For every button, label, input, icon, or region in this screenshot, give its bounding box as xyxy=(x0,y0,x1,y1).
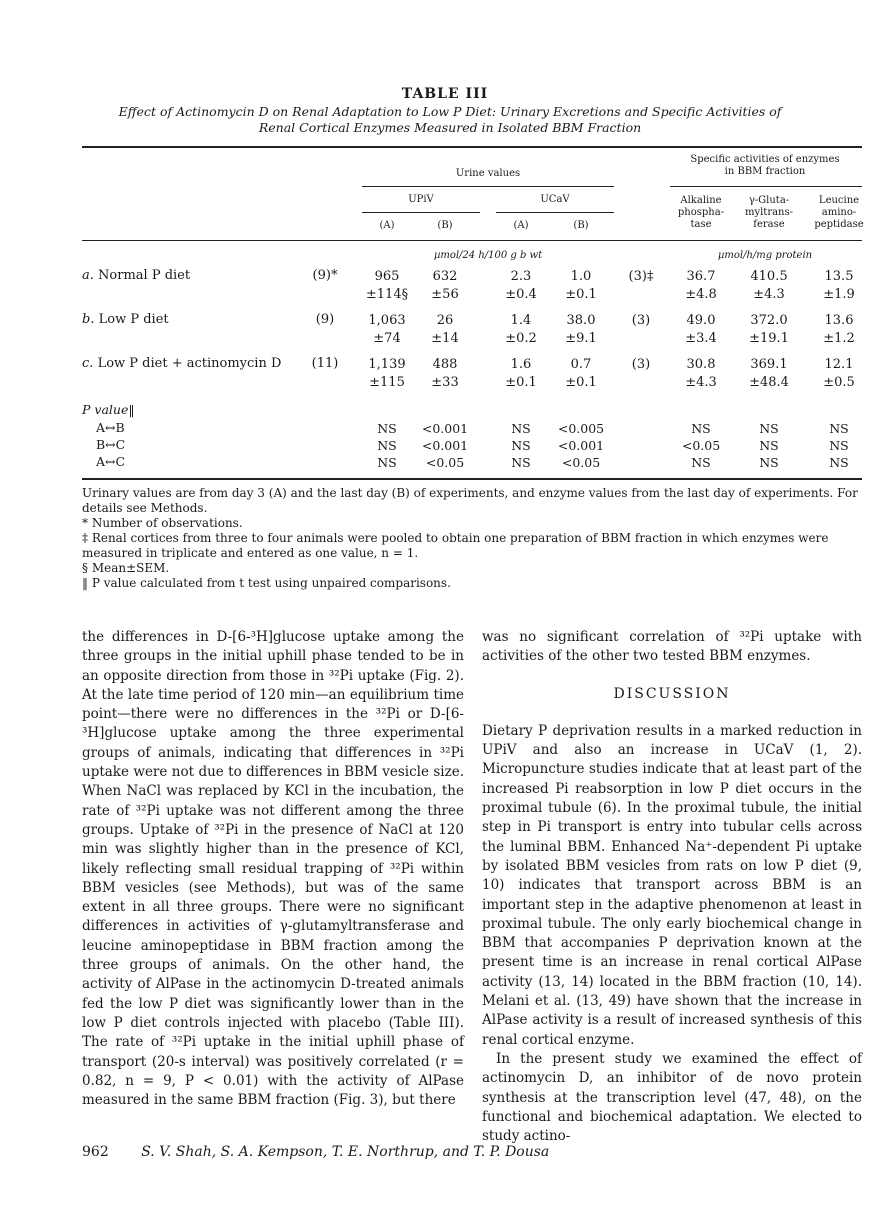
cell-value: 1,063 xyxy=(368,313,406,328)
pvalue-cell: NS xyxy=(759,455,779,470)
cell-sem: ±9.1 xyxy=(565,331,597,346)
pvalue-cell: NS xyxy=(759,421,779,436)
header-ucav-b: (B) xyxy=(573,220,589,231)
cell-value: 36.7 xyxy=(686,269,716,284)
cell-value: 0.7 xyxy=(570,357,592,372)
footer-authors: S. V. Shah, S. A. Kempson, T. E. Northrup, and T. P. Dousa xyxy=(141,1144,550,1160)
table-bottom-rule xyxy=(82,478,862,480)
pvalue-cell: <0.005 xyxy=(557,421,605,436)
cell-value: 49.0 xyxy=(686,313,716,328)
table-title: TABLE III xyxy=(401,86,489,102)
pvalue-comparison: A↔B xyxy=(96,420,125,435)
urine-group-rule xyxy=(362,186,614,187)
cell-sem: ±14 xyxy=(431,331,459,346)
pvalue-cell: <0.001 xyxy=(557,438,605,453)
cell-sem: ±0.1 xyxy=(505,375,537,390)
cell-value: 965 xyxy=(374,269,400,284)
cell-sem: ±3.4 xyxy=(685,331,717,346)
cell-sem: ±33 xyxy=(431,375,459,390)
cell-value: 13.6 xyxy=(824,313,854,328)
row-label xyxy=(82,268,190,283)
header-ucav-a: (A) xyxy=(513,220,529,231)
cell-sem: ±74 xyxy=(373,331,401,346)
note-observations: * Number of observations. xyxy=(82,516,243,530)
body-right-paragraph-2: Dietary P deprivation results in a marked reduction in UPiV and also an increase in UCaV (1, 2). Micropuncture studies indicate that at least part of the increased Pi reabsorption in low P diet occurs in the proximal tubule (6). In the proximal tubule, the initial step in Pi transport is entry into tubular cells across the luminal BBM. Enhanced Na⁺-dependent Pi uptake by isolated BBM vesicles from rats on low P diet (9, 10) indicates that transport across BBM is an important step in the adaptive phenomenon at least in proximal tubule. The only early biochemical change in BBM that accompanies P deprivation known at the present time is an increase in renal cortical AlPase activity (13, 14) located in the BBM fraction (10, 14). Melani et al. (13, 49) have shown that the increase in AlPase activity is a result of increased synthesis of this renal cortical enzyme. xyxy=(482,722,862,1048)
pvalue-cell: NS xyxy=(511,421,531,436)
body-right-column xyxy=(482,628,862,1146)
pvalue-cell: NS xyxy=(511,438,531,453)
body-right-paragraph-1: was no significant correlation of ³²Pi uptake with activities of the other two tested BBM enzymes. xyxy=(482,629,862,665)
row-label xyxy=(82,312,169,327)
row-letter: b. xyxy=(82,312,95,327)
cell-sem: ±1.9 xyxy=(823,287,855,302)
row-n: (9)* xyxy=(312,268,338,283)
cell-value: 369.1 xyxy=(750,357,788,372)
pvalue-cell: NS xyxy=(377,421,397,436)
row-label xyxy=(82,356,281,371)
urine-unit: µmol/24 h/100 g b wt xyxy=(433,250,543,261)
pvalue-cell: <0.05 xyxy=(425,455,465,470)
cell-value: 1.0 xyxy=(570,269,592,284)
pvalue-comparison: A↔C xyxy=(96,454,126,469)
pvalue-cell: NS xyxy=(829,455,849,470)
note-general: Urinary values are from day 3 (A) and the last day (B) of experiments, and enzyme values from the last day of experiments. For details see Methods. xyxy=(82,486,858,515)
cell-sem: ±0.1 xyxy=(565,375,597,390)
enzyme-unit: µmol/h/mg protein xyxy=(717,250,813,261)
row-name: Normal P diet xyxy=(98,268,191,283)
header-glutamyltransferase: γ-Gluta- myltrans- ferase xyxy=(744,195,794,230)
body-left-column xyxy=(82,628,464,1110)
cell-sem: ±48.4 xyxy=(749,375,789,390)
table-top-rule xyxy=(82,146,862,148)
row-n: (11) xyxy=(311,356,339,371)
cell-sem: ±0.5 xyxy=(823,375,855,390)
header-urine-values: Urine values xyxy=(455,168,521,179)
pvalue-cell: <0.001 xyxy=(421,438,469,453)
note-pooled: ‡ Renal cortices from three to four animals were pooled to obtain one preparation of BBM fraction in which enzymes were measured in triplicate and entered as one value, n = 1. xyxy=(82,531,829,560)
row-letter: c. xyxy=(82,356,94,371)
cell-value: 1,139 xyxy=(368,357,406,372)
row-n-enzyme: (3) xyxy=(631,313,651,328)
body-left-paragraph: the differences in D-[6-³H]glucose uptake among the three groups in the initial uphill phase tended to be in an opposite direction from those in ³²Pi uptake (Fig. 2). At the late time period of 120 min—an equilibrium time point—there were no differences in the ³²Pi or D-[6-³H]glucose uptake among the three experimental groups of animals, indicating that differences in ³²Pi uptake were not due to differences in BBM vesicle size. When NaCl was replaced by KCl in the incubation, the rate of ³²Pi uptake was not different among the three groups. Uptake of ³²Pi in the presence of NaCl at 120 min was slightly higher than in the presence of KCl, likely reflecting small residual trapping of ³²Pi within BBM vesicles (see Methods), but was of the same extent in all three groups. There were no significant differences in activities of γ-glutamyltransferase and leucine aminopeptidase in BBM fraction among the three groups of animals. On the other hand, the activity of AlPase in the actinomycin D-treated animals fed the low P diet was significantly lower than in the low P diet controls injected with placebo (Table III). The rate of ³²Pi uptake in the initial uphill phase of transport (20-s interval) was positively correlated (r = 0.82, n = 9, P < 0.01) with the activity of AlPase measured in the same BBM fraction (Fig. 3), but there xyxy=(82,629,464,1109)
cell-sem: ±4.3 xyxy=(685,375,717,390)
page-number: 962 xyxy=(82,1144,109,1160)
row-n: (9) xyxy=(315,312,335,327)
cell-value: 372.0 xyxy=(750,313,788,328)
header-ucav: UCaV xyxy=(540,194,570,205)
cell-sem: ±56 xyxy=(431,287,459,302)
pvalue-cell: NS xyxy=(829,438,849,453)
cell-value: 13.5 xyxy=(824,269,854,284)
pvalue-cell: <0.05 xyxy=(681,438,721,453)
cell-value: 38.0 xyxy=(566,313,596,328)
cell-value: 2.3 xyxy=(510,269,532,284)
cell-sem: ±0.2 xyxy=(505,331,537,346)
pvalue-cell: <0.05 xyxy=(561,455,601,470)
cell-sem: ±0.4 xyxy=(505,287,537,302)
pvalue-cell: NS xyxy=(691,421,711,436)
row-n-enzyme: (3) xyxy=(631,357,651,372)
cell-sem: ±1.2 xyxy=(823,331,855,346)
header-leucine: Leucine amino- peptidase xyxy=(814,195,864,230)
row-letter: a. xyxy=(82,268,94,283)
header-upiv-b: (B) xyxy=(437,220,453,231)
pvalue-cell: NS xyxy=(829,421,849,436)
row-name: Low P diet + actinomycin D xyxy=(97,356,282,371)
header-enzymes: Specific activities of enzymes in BBM fraction xyxy=(690,154,840,177)
pvalue-cell: NS xyxy=(759,438,779,453)
pvalue-cell: NS xyxy=(377,438,397,453)
header-upiv: UPiV xyxy=(408,194,434,205)
cell-value: 26 xyxy=(436,313,454,328)
header-alkaline: Alkaline phospha- tase xyxy=(677,195,725,230)
cell-sem: ±4.3 xyxy=(753,287,785,302)
cell-sem: ±114§ xyxy=(365,287,409,302)
discussion-heading: DISCUSSION xyxy=(613,685,731,702)
cell-value: 1.4 xyxy=(510,313,532,328)
header-bottom-rule xyxy=(82,240,862,241)
row-n-enzyme: (3)‡ xyxy=(628,269,654,284)
cell-value: 488 xyxy=(432,357,458,372)
page-footer xyxy=(82,1144,549,1160)
pvalue-cell: <0.001 xyxy=(421,421,469,436)
cell-sem: ±0.1 xyxy=(565,287,597,302)
pvalue-cell: NS xyxy=(377,455,397,470)
ucav-rule xyxy=(496,212,614,213)
enzyme-group-rule xyxy=(670,186,862,187)
table-caption: Effect of Actinomycin D on Renal Adaptation to Low P Diet: Urinary Excretions and Specific Activities of Renal Cortical Enzymes Measured in Isolated BBM Fraction xyxy=(118,104,782,135)
body-right-paragraph-3: In the present study we examined the effect of actinomycin D, an inhibitor of de novo protein synthesis at the transcription level (47, 48), on the functional and biochemical adaptation. We elected to study actino- xyxy=(482,1050,862,1145)
row-name: Low P diet xyxy=(98,312,169,327)
pvalue-cell: NS xyxy=(511,455,531,470)
cell-value: 632 xyxy=(432,269,458,284)
pvalue-cell: NS xyxy=(691,455,711,470)
cell-value: 410.5 xyxy=(750,269,788,284)
cell-sem: ±115 xyxy=(369,375,405,390)
table-notes xyxy=(82,486,862,591)
pvalue-label: P value‖ xyxy=(82,402,135,417)
note-sem: § Mean±SEM. xyxy=(82,561,170,575)
pvalue-comparison: B↔C xyxy=(96,437,126,452)
cell-value: 30.8 xyxy=(686,357,716,372)
header-upiv-a: (A) xyxy=(379,220,395,231)
cell-value: 1.6 xyxy=(510,357,532,372)
cell-sem: ±19.1 xyxy=(749,331,789,346)
cell-value: 12.1 xyxy=(824,357,854,372)
upiv-rule xyxy=(362,212,480,213)
note-pvalue: ‖ P value calculated from t test using unpaired comparisons. xyxy=(82,576,451,590)
cell-sem: ±4.8 xyxy=(685,287,717,302)
